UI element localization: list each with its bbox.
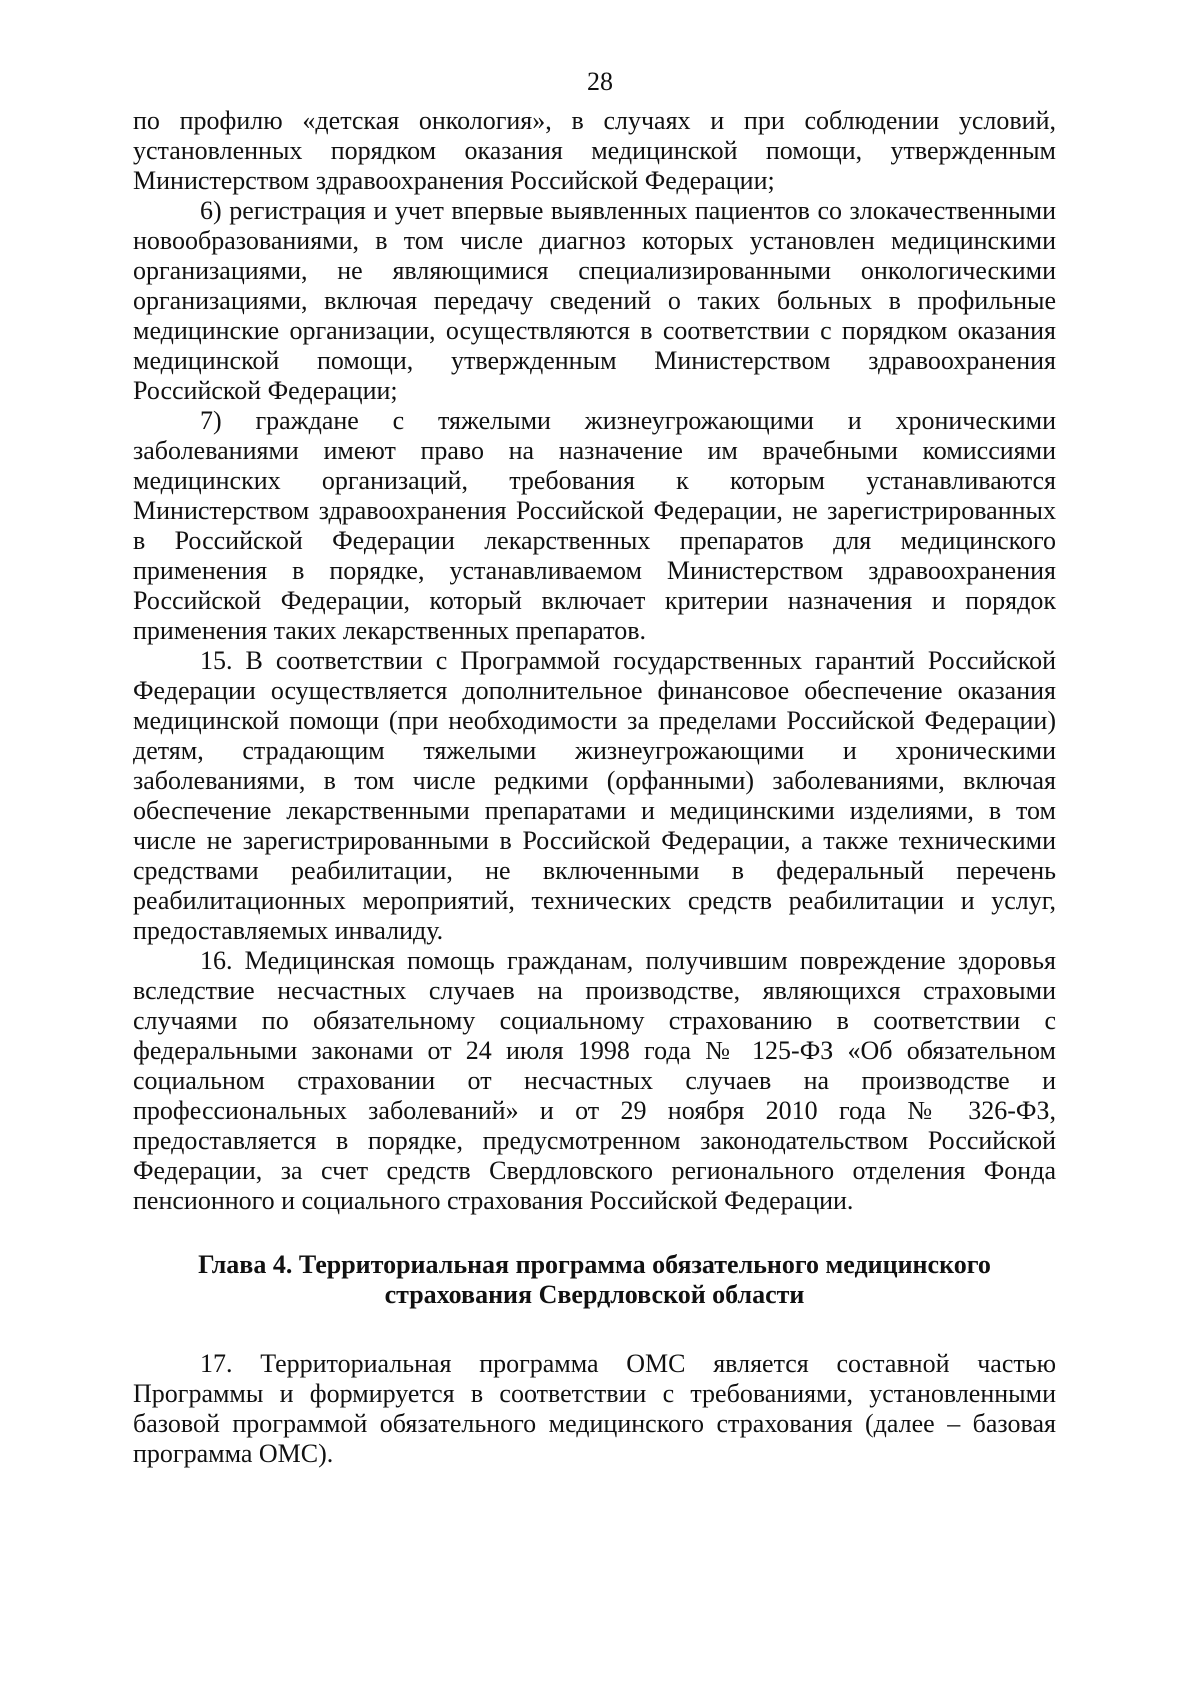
paragraph-item-6: 6) регистрация и учет впервые выявленных пациентов со злокачественными новообразованиями, в том числе диагноз которых установлен медицинскими организациями, не являющимися специализированными онкологическими организациями, включая передачу сведений о таких больных в профильные медицинские организации, осуществляются в соответствии с порядком оказания медицинской помощи, утвержденным Министерством здравоохранения Российской Федерации; <box>133 196 1056 405</box>
paragraph-section-15: 15. В соответствии с Программой государственных гарантий Российской Федерации осуществляется дополнительное финансовое обеспечение оказания медицинской помощи (при необходимости за пределами Российской Федерации) детям, страдающим тяжелыми жизнеугрожающими и хроническими заболеваниями, в том числе редкими (орфанными) заболеваниями, включая обеспечение лекарственными препаратами и медицинскими изделиями, в том числе не зарегистрированными в Российской Федерации, а также техническими средствами реабилитации, не включенными в федеральный перечень реабилитационных мероприятий, технических средств реабилитации и услуг, предоставляемых инвалиду. <box>133 646 1056 945</box>
paragraph-continuation: по профилю «детская онкология», в случаях и при соблюдении условий, установленных порядком оказания медицинской помощи, утвержденным Министерством здравоохранения Российской Федерации; <box>133 106 1056 195</box>
chapter-heading-line-2: страхования Свердловской области <box>384 1280 805 1309</box>
paragraph-section-16: 16. Медицинская помощь гражданам, получившим повреждение здоровья вследствие несчастных случаев на производстве, являющихся страховыми случаями по обязательному социальному страхованию в соответствии с федеральными законами от 24 июля 1998 года № 125-ФЗ «Об обязательном социальном страховании от несчастных случаев на производстве и профессиональных заболеваний» и от 29 ноября 2010 года № 326-ФЗ, предоставляется в порядке, предусмотренном законодательством Российской Федерации, за счет средств Свердловского регионального отделения Фонда пенсионного и социального страхования Российской Федерации. <box>133 946 1056 1215</box>
paragraph-item-7: 7) граждане с тяжелыми жизнеугрожающими и хроническими заболеваниями имеют право на назначение им врачебными комиссиями медицинских организаций, требования к которым устанавливаются Министерством здравоохранения Российской Федерации, не зарегистрированных в Российской Федерации лекарственных препаратов для медицинского применения в порядке, устанавливаемом Министерством здравоохранения Российской Федерации, который включает критерии назначения и порядок применения таких лекарственных препаратов. <box>133 406 1056 645</box>
chapter-heading <box>133 1250 1056 1310</box>
page-number: 28 <box>587 67 613 96</box>
paragraph-section-17: 17. Территориальная программа ОМС является составной частью Программы и формируется в соответствии с требованиями, установленными базовой программой обязательного медицинского страхования (далее – базовая программа ОМС). <box>133 1349 1056 1468</box>
document-body <box>133 106 1056 1469</box>
chapter-heading-line-1: Глава 4. Территориальная программа обязательного медицинского <box>198 1250 991 1279</box>
